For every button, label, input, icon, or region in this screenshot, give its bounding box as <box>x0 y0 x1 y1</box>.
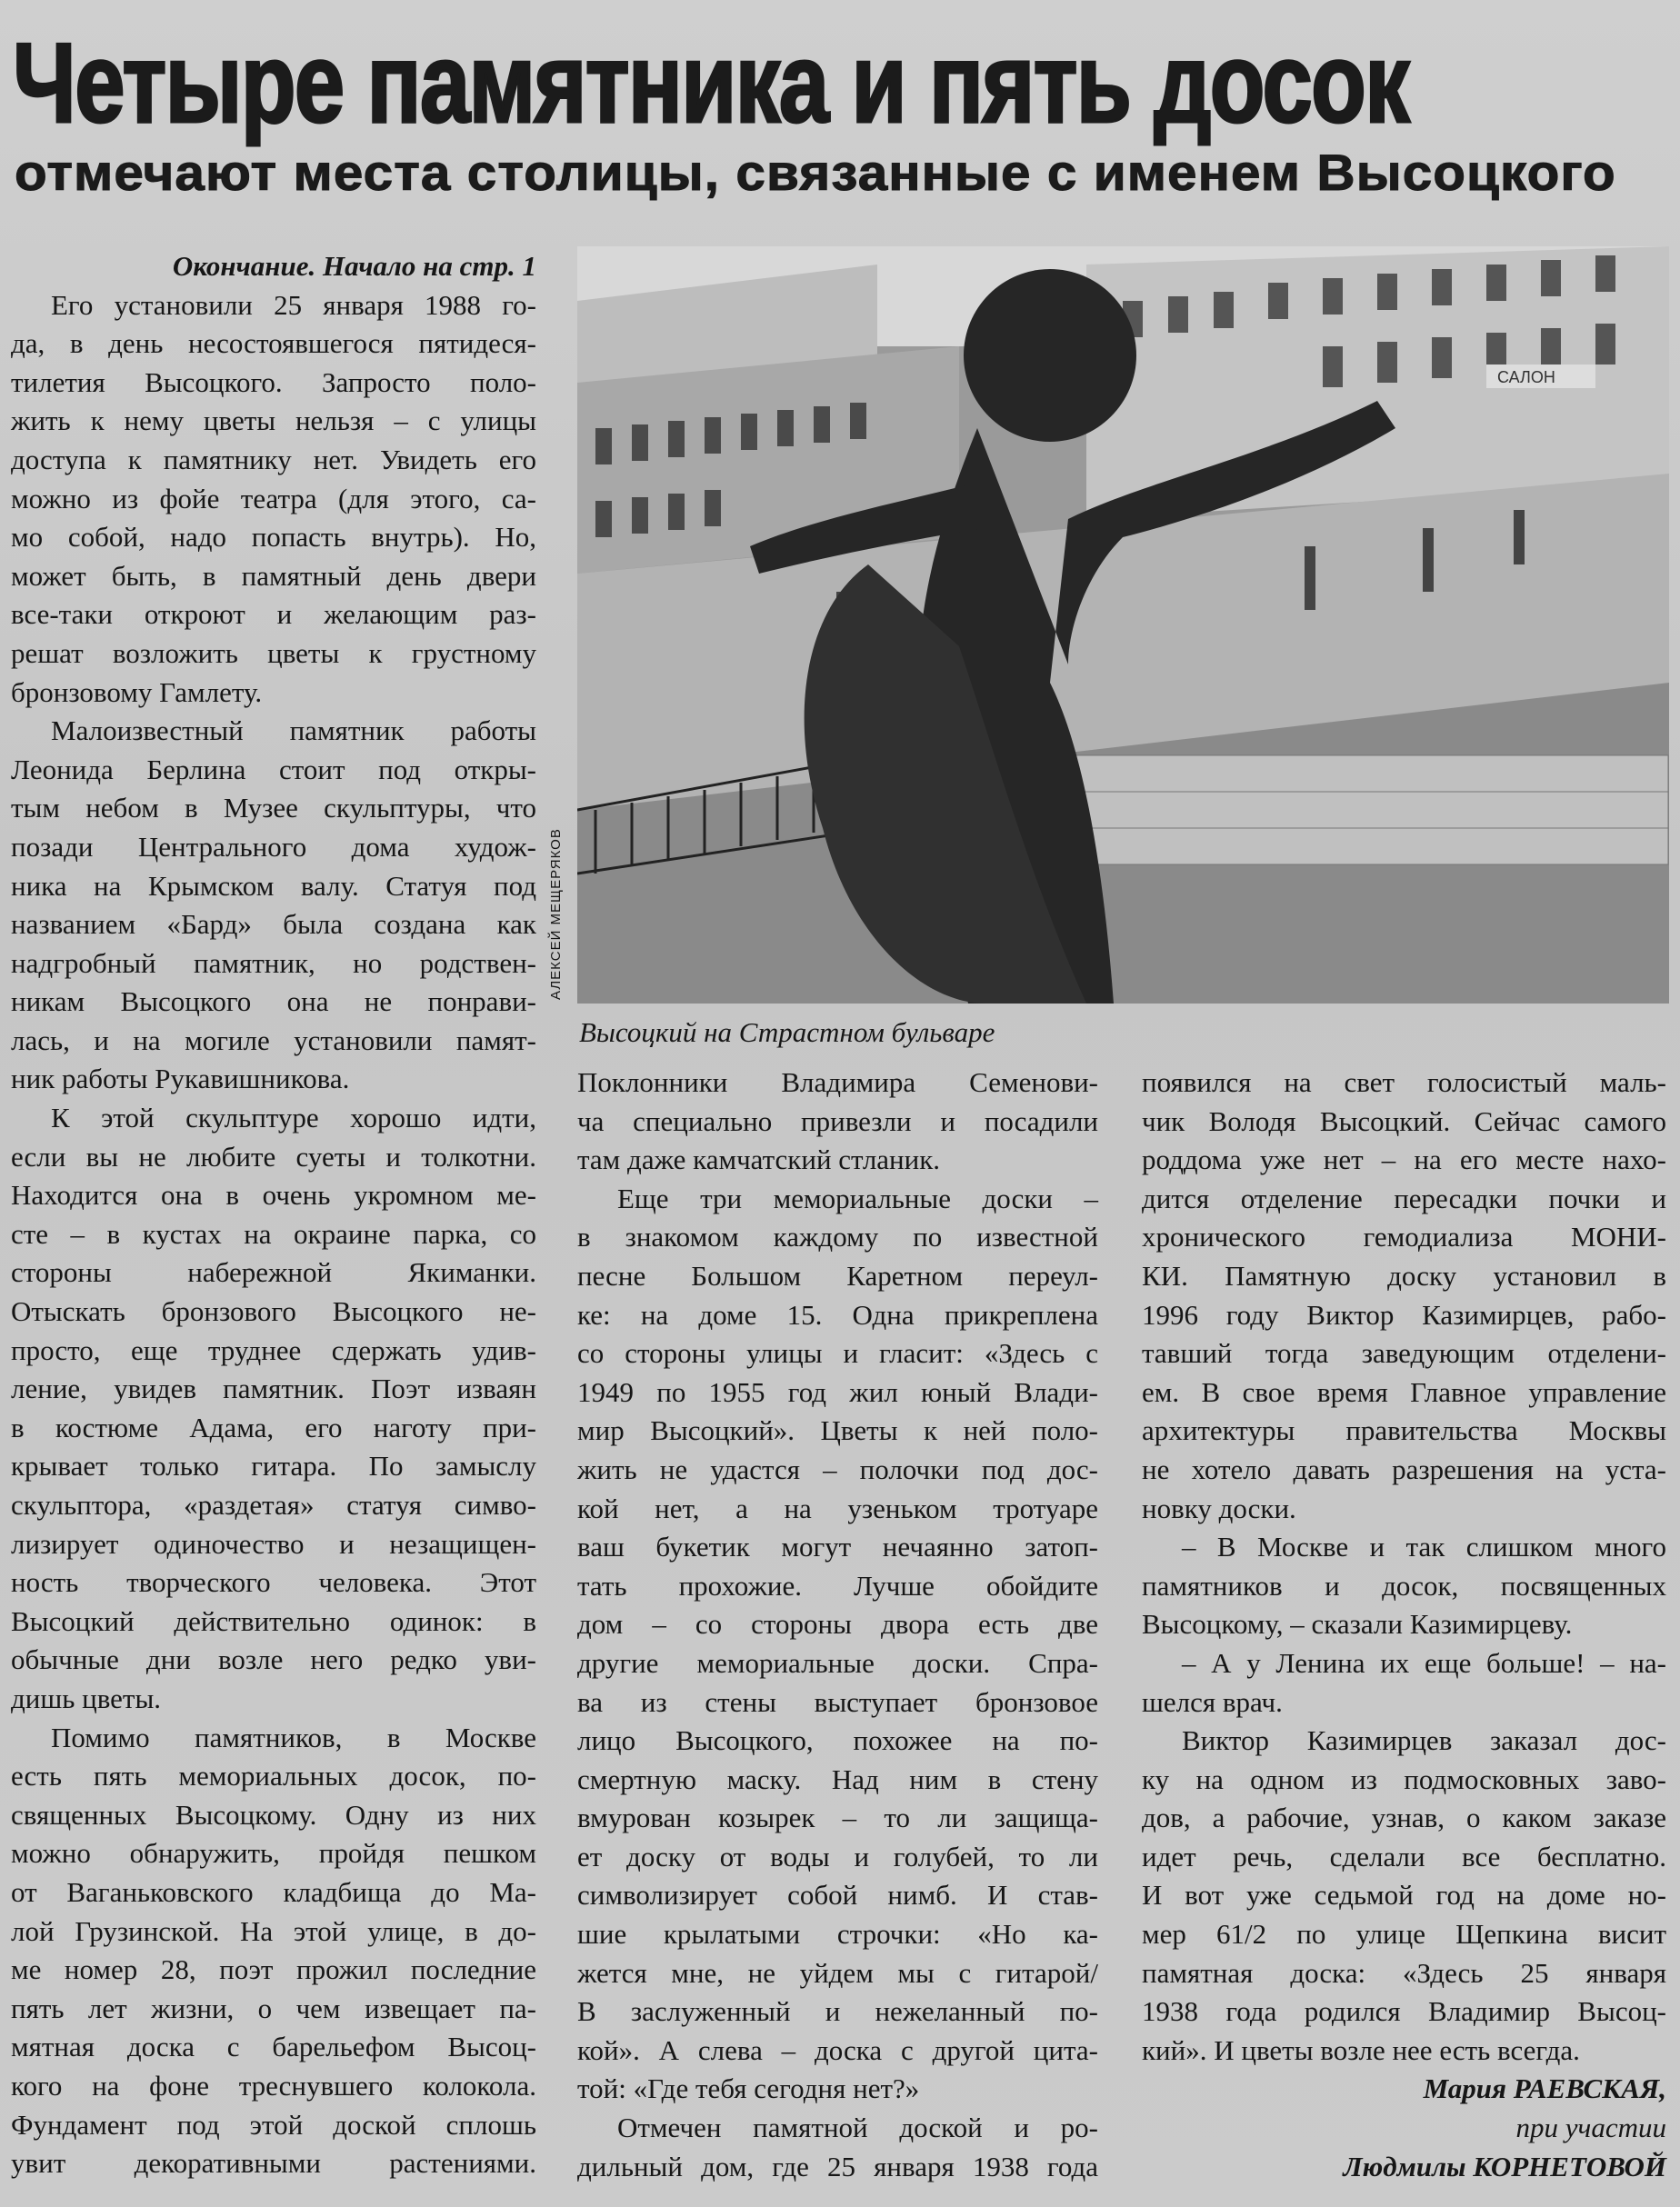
text-line: скульптора, «раздетая» статуя симво- <box>11 1489 536 1521</box>
text-line: шие крылатыми строчки: «Но ка- <box>577 1918 1098 1951</box>
text-line: можно обнаружить, пройдя пешком <box>11 1837 536 1870</box>
text-line: мо собой, надо попасть внутрь). Но, <box>11 521 536 554</box>
text-line: названием «Бард» была создана как <box>11 908 536 941</box>
text-line: 1996 году Виктор Казимирцев, рабо- <box>1142 1298 1666 1331</box>
text-line: дишь цветы. <box>11 1682 162 1714</box>
article-column-2 <box>577 1064 1098 2186</box>
article-photo <box>577 246 1669 1004</box>
text-line: решат возложить цветы к грустному <box>11 636 536 669</box>
text-line: К этой скульптуре хорошо идти, <box>51 1102 536 1134</box>
text-line: смертную маску. Над ним в стену <box>577 1763 1098 1795</box>
text-line: тым небом в Музее скульптуры, что <box>11 792 536 824</box>
text-line: можно из фойе театра (для этого, са- <box>11 482 536 514</box>
text-line: лась, и на могиле установили памят- <box>11 1024 536 1056</box>
text-line: Виктор Казимирцев заказал дос- <box>1182 1724 1666 1757</box>
text-line: – А у Ленина их еще больше! – на- <box>1182 1646 1666 1679</box>
text-line: ваш букетик могут нечаянно затоп- <box>577 1531 1098 1563</box>
text-line: сте – в кустах на окраине парка, со <box>11 1217 536 1250</box>
text-line: жить к нему цветы нельзя – с улицы <box>11 404 536 437</box>
text-line: Поклонники Владимира Семенови- <box>577 1066 1098 1098</box>
text-line: священных Высоцкому. Одну из них <box>11 1798 536 1831</box>
text-line: тать прохожие. Лучше обойдите <box>577 1569 1098 1602</box>
article-column-3 <box>1142 1064 1666 2186</box>
headline-title: Четыре памятника и пять досок <box>13 21 1409 146</box>
text-line: И вот уже седьмой год на доме но- <box>1142 1879 1666 1912</box>
text-line: идет речь, сделали все бесплатно. <box>1142 1840 1666 1872</box>
text-line: Находится она в очень укромном ме- <box>11 1179 536 1212</box>
text-line: лицо Высоцкого, похожее на по- <box>577 1724 1098 1757</box>
text-line: да, в день несостоявшегося пятидеся- <box>11 327 536 360</box>
text-line: ет доску от воды и голубей, то ли <box>577 1840 1098 1872</box>
text-line: символизирует собой нимб. И став- <box>577 1879 1098 1912</box>
text-line: дов, а рабочие, узнав, о каком заказе <box>1142 1802 1666 1834</box>
text-line: роддома уже нет – на его месте нахо- <box>1142 1143 1666 1176</box>
text-line: ва из стены выступает бронзовое <box>577 1685 1098 1718</box>
text-line: – В Москве и так слишком много <box>1182 1531 1666 1563</box>
byline-coauthor: Людмилы КОРНЕТОВОЙ <box>1343 2150 1666 2182</box>
text-line: ме номер 28, поэт прожил последние <box>11 1953 536 1986</box>
text-line: Отмечен памятной доской и ро- <box>617 2112 1098 2144</box>
text-line: надгробный памятник, но родствен- <box>11 946 536 979</box>
text-line: в знакомом каждому по известной <box>577 1221 1098 1253</box>
text-line: Помимо памятников, в Москве <box>51 1721 536 1753</box>
photo-credit: АЛЕКСЕЙ МЕЩЕРЯКОВ <box>548 828 564 1000</box>
text-line: лизирует одиночество и незащищен- <box>11 1527 536 1560</box>
text-line: ча специально привезли и посадили <box>577 1104 1098 1137</box>
text-line: хронического гемодиализа МОНИ- <box>1142 1221 1666 1253</box>
text-line: есть пять мемориальных досок, по- <box>11 1760 536 1793</box>
text-line: обычные дни возле него редко уви- <box>11 1643 536 1676</box>
text-line: просто, еще труднее сдержать удив- <box>11 1333 536 1366</box>
text-line: если вы не любите суеты и толкотни. <box>11 1140 536 1173</box>
text-line: кой». А слева – доска с другой цита- <box>577 2033 1098 2066</box>
text-line: никам Высоцкого она не понрави- <box>11 985 536 1018</box>
continuation-note: Окончание. Начало на стр. 1 <box>172 250 536 282</box>
text-line: Высоцкому, – сказали Казимирцеву. <box>1142 1608 1573 1641</box>
text-line: пять лет жизни, о чем извещает па- <box>11 1992 536 2024</box>
text-line: ление, увидев памятник. Поэт изваян <box>11 1373 536 1405</box>
statue-photo-illustration <box>577 246 1669 1004</box>
text-line: Леонида Берлина стоит под откры- <box>11 753 536 785</box>
text-line: 1949 по 1955 год жил юный Влади- <box>577 1375 1098 1408</box>
text-line: кой нет, а на узеньком тротуаре <box>577 1492 1098 1524</box>
text-line: жить не удастся – полочки под дос- <box>577 1453 1098 1485</box>
text-line: вмурован козырек – то ли защища- <box>577 1802 1098 1834</box>
text-line: кого на фоне треснувшего колокола. <box>11 2069 536 2102</box>
text-line: тавший тогда заведующим отделени- <box>1142 1337 1666 1370</box>
text-line: ника на Крымском валу. Статуя под <box>11 869 536 902</box>
text-line: все-таки откроют и желающим раз- <box>11 598 536 631</box>
text-line: ем. В свое время Главное управление <box>1142 1375 1666 1408</box>
text-line: новку доски. <box>1142 1492 1296 1524</box>
text-line: стороны набережной Якиманки. <box>11 1256 536 1289</box>
text-line: от Ваганьковского кладбища до Ма- <box>11 1875 536 1908</box>
text-line: со стороны улицы и гласит: «Здесь с <box>577 1337 1098 1370</box>
text-line: чик Володя Высоцкий. Сейчас самого <box>1142 1104 1666 1137</box>
text-line: архитектуры правительства Москвы <box>1142 1414 1666 1447</box>
text-line: памятная доска: «Здесь 25 января <box>1142 1956 1666 1989</box>
text-line: увит декоративными растениями. <box>11 2147 536 2180</box>
text-line: мятная доска с барельефом Высоц- <box>11 2031 536 2063</box>
text-line: Малоизвестный памятник работы <box>51 714 536 747</box>
text-line: Высоцкий действительно одинок: в <box>11 1604 536 1637</box>
photo-caption: Высоцкий на Страстном бульваре <box>579 1016 995 1048</box>
text-line: Отыскать бронзового Высоцкого не- <box>11 1295 536 1328</box>
text-line: лой Грузинской. На этой улице, в до- <box>11 1914 536 1947</box>
text-line: ку на одном из подмосковных заво- <box>1142 1763 1666 1795</box>
text-line: не хотело давать разрешения на уста- <box>1142 1453 1666 1485</box>
article-column-1 <box>11 247 536 2183</box>
byline-with: при участии <box>1515 2112 1666 2144</box>
text-line: другие мемориальные доски. Спра- <box>577 1646 1098 1679</box>
text-line: позади Центрального дома худож- <box>11 830 536 863</box>
text-line: Фундамент под этой доской сплошь <box>11 2108 536 2141</box>
text-line: мер 61/2 по улице Щепкина висит <box>1142 1918 1666 1951</box>
text-line: бронзовому Гамлету. <box>11 675 263 708</box>
text-line: ник работы Рукавишникова. <box>11 1063 350 1095</box>
text-line: шелся врач. <box>1142 1685 1283 1718</box>
text-line: доступа к памятнику нет. Увидеть его <box>11 443 536 475</box>
headline-subtitle: отмечают места столицы, связанные с именем Высоцкого <box>15 144 1616 201</box>
text-line: памятников и досок, посвященных <box>1142 1569 1666 1602</box>
text-line: крывает только гитара. По замыслу <box>11 1450 536 1483</box>
text-line: ке: на доме 15. Одна прикреплена <box>577 1298 1098 1331</box>
text-line: 1938 года родился Владимир Высоц- <box>1142 1995 1666 2028</box>
text-line: ность творческого человека. Этот <box>11 1566 536 1599</box>
text-line: В заслуженный и нежеланный по- <box>577 1995 1098 2028</box>
text-line: там даже камчатский стланик. <box>577 1143 941 1176</box>
text-line: дится отделение пересадки почки и <box>1142 1182 1666 1214</box>
text-line: в костюме Адама, его наготу при- <box>11 1411 536 1443</box>
text-line: может быть, в памятный день двери <box>11 559 536 592</box>
text-line: мир Высоцкий». Цветы к ней поло- <box>577 1414 1098 1447</box>
byline-author: Мария РАЕВСКАЯ, <box>1423 2072 1666 2105</box>
shop-sign-text: САЛОН <box>1497 368 1555 386</box>
text-line: песне Большом Каретном переул- <box>577 1259 1098 1292</box>
text-line: жется мне, не уйдем мы с гитарой/ <box>577 1956 1098 1989</box>
text-line: кий». И цветы возле нее есть всегда. <box>1142 2033 1580 2066</box>
text-line: дом – со стороны двора есть две <box>577 1608 1098 1641</box>
text-line: Еще три мемориальные доски – <box>617 1182 1098 1214</box>
text-line: Его установили 25 января 1988 го- <box>51 288 536 321</box>
text-line: дильный дом, где 25 января 1938 года <box>577 2150 1098 2182</box>
text-line: тилетия Высоцкого. Запросто поло- <box>11 365 536 398</box>
text-line: появился на свет голосистый маль- <box>1142 1066 1666 1098</box>
text-line: КИ. Памятную доску установил в <box>1142 1259 1666 1292</box>
text-line: той: «Где тебя сегодня нет?» <box>577 2072 920 2105</box>
